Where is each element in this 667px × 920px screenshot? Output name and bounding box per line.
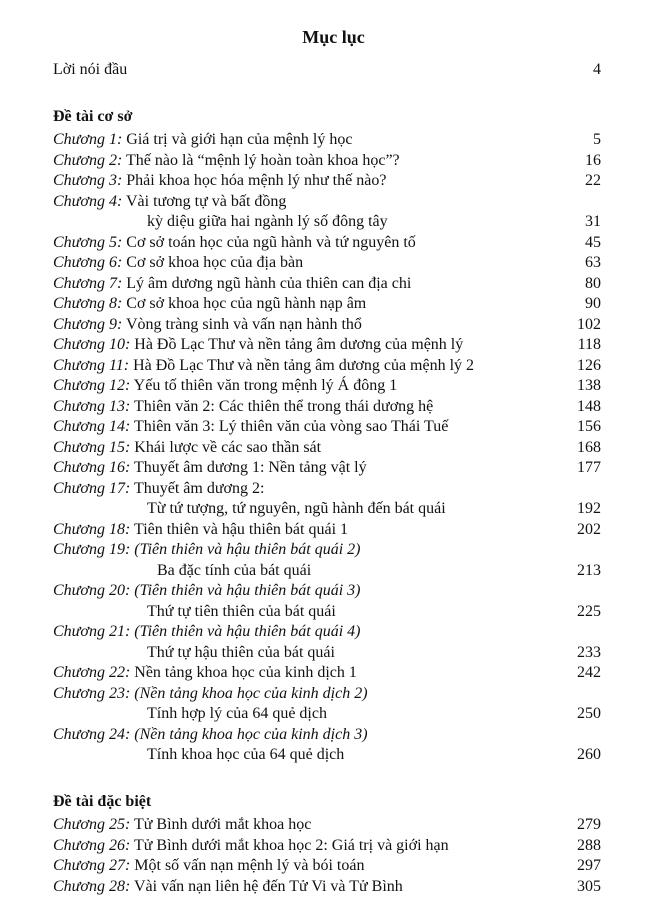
toc-entry [53,233,601,253]
toc-entry [53,315,601,335]
page-number: 5 [593,131,601,148]
chapter-title: Thiên văn 2: Các thiên thể trong thái dương hệ [130,397,434,415]
toc-entry [53,561,601,581]
chapter-label: Chương 3: [53,172,123,189]
toc-entry [53,725,601,745]
chapter-title: Từ tứ tượng, tứ nguyên, ngũ hành đến bát quái [147,500,446,517]
chapter-label: Chương 13: [53,397,131,415]
toc-entry [53,499,601,519]
chapter-title: Nền tảng khoa học của kinh dịch 1 [130,664,357,681]
page-number: 156 [577,418,601,435]
chapter-label: Chương 6: [53,254,123,271]
page-number: 90 [585,295,601,312]
chapter-label: Chương 26: [53,836,131,854]
chapter-label: Chương 25: [53,816,131,833]
toc-entry [53,540,601,560]
page-number: 288 [577,836,601,854]
page-number: 16 [585,151,601,169]
chapter-label: Chương 22: [53,664,131,681]
toc-entry [53,171,601,191]
page-number: 225 [577,602,601,620]
toc-entry [53,438,601,458]
toc-entry [53,520,601,540]
toc-entry [53,130,601,150]
chapter-title: Khái lược về các sao thần sát [130,438,322,456]
toc-entry [53,253,601,273]
chapter-title: Tính khoa học của 64 quẻ dịch [147,746,345,763]
toc-entry [53,397,601,417]
toc-entry [53,212,601,232]
chapter-title: Vài vấn nạn liên hệ đến Tử Vi và Tử Bình [130,877,403,895]
chapter-title: Thứ tự hậu thiên của bát quái [147,643,335,661]
page-number: 102 [577,315,601,333]
section-heading-special: Đề tài đặc biệt [53,793,152,810]
chapter-label: Chương 5: [53,233,123,251]
toc-entry [53,643,601,663]
toc-entry [53,192,601,212]
toc-entry [53,356,601,376]
chapter-title: Vòng tràng sinh và vấn nạn hành thổ [122,315,362,333]
toc-entry [53,815,601,835]
toc-entry [53,622,601,642]
toc-entry [53,663,601,683]
chapter-title: (Tiên thiên và hậu thiên bát quái 2) [130,541,361,558]
toc-entry [53,417,601,437]
page-title: Mục lục [302,27,365,47]
toc-entry [53,836,601,856]
chapter-label: Chương 28: [53,877,131,895]
chapter-title: Giá trị và giới hạn của mệnh lý học [122,131,353,148]
chapter-label: Chương 15: [53,438,131,456]
chapter-label: Chương 4: [53,192,123,210]
chapter-title: Yếu tố thiên văn trong mệnh lý Á đông 1 [130,377,398,394]
chapter-label: Chương 24: [53,725,131,743]
page-number: 297 [577,857,601,874]
toc-entry [53,151,601,171]
toc-entry [53,856,601,876]
page-number: 202 [577,520,601,538]
chapter-title: Ba đặc tính của bát quái [157,561,312,579]
page-number: 45 [585,233,601,251]
chapter-label: Chương 11: [53,356,130,374]
chapter-title: Thiên văn 3: Lý thiên văn của vòng sao Thái Tuế [130,418,449,435]
page-number: 192 [577,500,601,517]
preface-line [53,60,601,80]
chapter-label: Chương 2: [53,151,123,169]
page-number: 168 [577,438,601,456]
chapter-title: Thứ tự tiên thiên của bát quái [147,602,336,620]
chapter-title: Thuyết âm dương 2: [130,479,265,497]
chapter-title: Cơ sở khoa học của ngũ hành nạp âm [122,295,367,312]
section-heading-basic: Đề tài cơ sở [53,108,133,125]
toc-entry [53,877,601,897]
page-number: 305 [577,877,601,895]
chapter-label: Chương 14: [53,418,131,435]
chapter-label: Chương 9: [53,315,123,333]
page-number: 118 [577,336,601,353]
chapter-title: (Tiên thiên và hậu thiên bát quái 4) [130,623,361,640]
chapter-title: (Tiên thiên và hậu thiên bát quái 3) [130,582,361,599]
page-number: 279 [577,816,601,833]
chapter-title: Hà Đồ Lạc Thư và nền tảng âm dương của mệnh lý [130,336,464,353]
page-number: 31 [585,213,601,230]
toc-entry [53,335,601,355]
chapter-title: kỳ diệu giữa hai ngành lý số đông tây [147,213,388,230]
chapter-title: Thuyết âm dương 1: Nền tảng vật lý [130,459,367,476]
toc-entry [53,704,601,724]
chapter-label: Chương 17: [53,479,131,497]
page-number: 63 [585,254,601,271]
chapter-title: Tử Bình dưới mắt khoa học 2: Giá trị và giới hạn [130,836,449,854]
chapter-label: Chương 20: [53,582,131,599]
chapter-label: Chương 10: [53,336,131,353]
page-number: 22 [585,172,601,189]
toc-entry [53,274,601,294]
chapter-label: Chương 16: [53,459,131,476]
chapter-label: Chương 23: [53,684,131,702]
page-number: 233 [577,643,601,661]
chapter-label: Chương 21: [53,623,131,640]
page-number: 177 [577,459,601,476]
chapter-label: Chương 7: [53,274,123,292]
toc-entry [53,294,601,314]
toc-entry [53,581,601,601]
page-number: 126 [577,356,601,374]
page-number: 260 [577,746,601,763]
chapter-title: Thế nào là “mệnh lý hoàn toàn khoa học”? [122,151,400,169]
toc-entry [53,376,601,396]
chapter-title: Hà Đồ Lạc Thư và nền tảng âm dương của mệnh lý 2 [129,356,475,374]
chapter-title: Cơ sở toán học của ngũ hành và tứ nguyên tố [122,233,416,251]
page-number: 148 [577,397,601,415]
chapter-title: Tính hợp lý của 64 quẻ dịch [147,705,327,722]
page-number: 242 [577,664,601,681]
chapter-title: Tử Bình dưới mắt khoa học [130,816,312,833]
chapter-title: Tiên thiên và hậu thiên bát quái 1 [130,520,349,538]
chapter-title: Một số vấn nạn mệnh lý và bói toán [130,857,365,874]
toc-entry [53,745,601,765]
chapter-label: Chương 27: [53,857,131,874]
chapter-title: Cơ sở khoa học của địa bàn [122,254,304,271]
page-number: 4 [593,61,601,78]
toc-entry [53,458,601,478]
toc-entry [53,479,601,499]
page-number: 250 [577,705,601,722]
toc-entry [53,684,601,704]
page-number: 138 [577,377,601,394]
chapter-label: Chương 8: [53,295,123,312]
chapter-label: Chương 12: [53,377,131,394]
chapter-label: Chương 19: [53,541,131,558]
chapter-label: Chương 18: [53,520,131,538]
chapter-title: (Nền tảng khoa học của kinh dịch 3) [130,725,368,743]
toc-entry [53,602,601,622]
chapter-title: Vài tương tự và bất đồng [122,192,287,210]
page-number: 80 [585,274,601,292]
chapter-title: Lý âm dương ngũ hành của thiên can địa chi [122,274,412,292]
chapter-title: Phải khoa học hóa mệnh lý như thế nào? [122,172,387,189]
chapter-label: Chương 1: [53,131,123,148]
preface-label: Lời nói đầu [53,61,128,78]
chapter-title: (Nền tảng khoa học của kinh dịch 2) [130,684,368,702]
page-number: 213 [577,561,601,579]
